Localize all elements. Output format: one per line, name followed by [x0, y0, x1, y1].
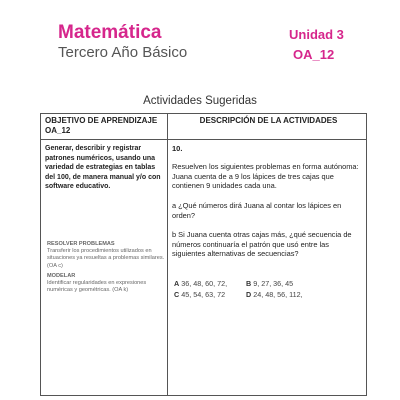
skill-heading-model: MODELAR — [47, 272, 76, 279]
learning-objective-text: Generar, describir y registrar patrones numéricos, usando una variedad de estrategias en tablas del 100, de manera manual y/o con software educativo. — [45, 145, 161, 190]
option-a — [174, 279, 246, 288]
column-divider — [167, 114, 168, 395]
objective-column-header: OBJETIVO DE APRENDIZAJE OA_12 — [45, 116, 158, 135]
option-letter: B — [246, 279, 252, 288]
section-title: Actividades Sugeridas — [143, 95, 257, 107]
activities-table — [40, 113, 367, 396]
option-letter: D — [246, 290, 252, 299]
option-values: 24, 48, 56, 112, — [253, 290, 303, 299]
skills-block — [47, 241, 165, 294]
description-column-header: DESCRIPCIÓN DE LA ACTIVIDADES — [199, 116, 338, 125]
option-values: 9, 27, 36, 45 — [253, 279, 294, 288]
activity-number: 10. — [172, 144, 183, 153]
option-values: 45, 54, 63, 72 — [181, 290, 226, 299]
unit-label: Unidad 3 — [289, 27, 344, 42]
header-divider — [41, 139, 366, 140]
option-letter: C — [174, 290, 180, 299]
question-b: b Si Juana cuenta otras cajas más, ¿qué secuencia de números continuaría el patrón que usó entre las siguientes alternativas de secuencias? — [172, 230, 352, 259]
question-a: a ¿Qué números dirá Juana al contar los lápices en orden? — [172, 201, 342, 220]
option-b — [246, 279, 354, 288]
grade-subtitle: Tercero Año Básico — [58, 44, 188, 61]
oa-code-label: OA_12 — [293, 47, 335, 62]
answer-options — [174, 279, 362, 299]
option-letter: A — [174, 279, 180, 288]
option-values: 36, 48, 60, 72, — [181, 279, 228, 288]
option-d — [246, 290, 354, 299]
activity-intro: Resuelven los siguientes problemas en forma autónoma: Juana cuenta de a 9 los lápices de tres cajas que contienen 9 unidades cada una. — [172, 162, 359, 191]
skill-text-model: Identificar regularidades en expresiones numéricas y geométricas. (OA k) — [47, 280, 147, 294]
skill-text-problems: Transferir los procedimientos utilizados en situaciones ya resueltas a problemas similares. (OA c) — [47, 248, 165, 269]
skill-heading-problems: RESOLVER PROBLEMAS — [47, 241, 115, 247]
subject-title: Matemática — [58, 22, 162, 43]
option-c — [174, 290, 246, 299]
